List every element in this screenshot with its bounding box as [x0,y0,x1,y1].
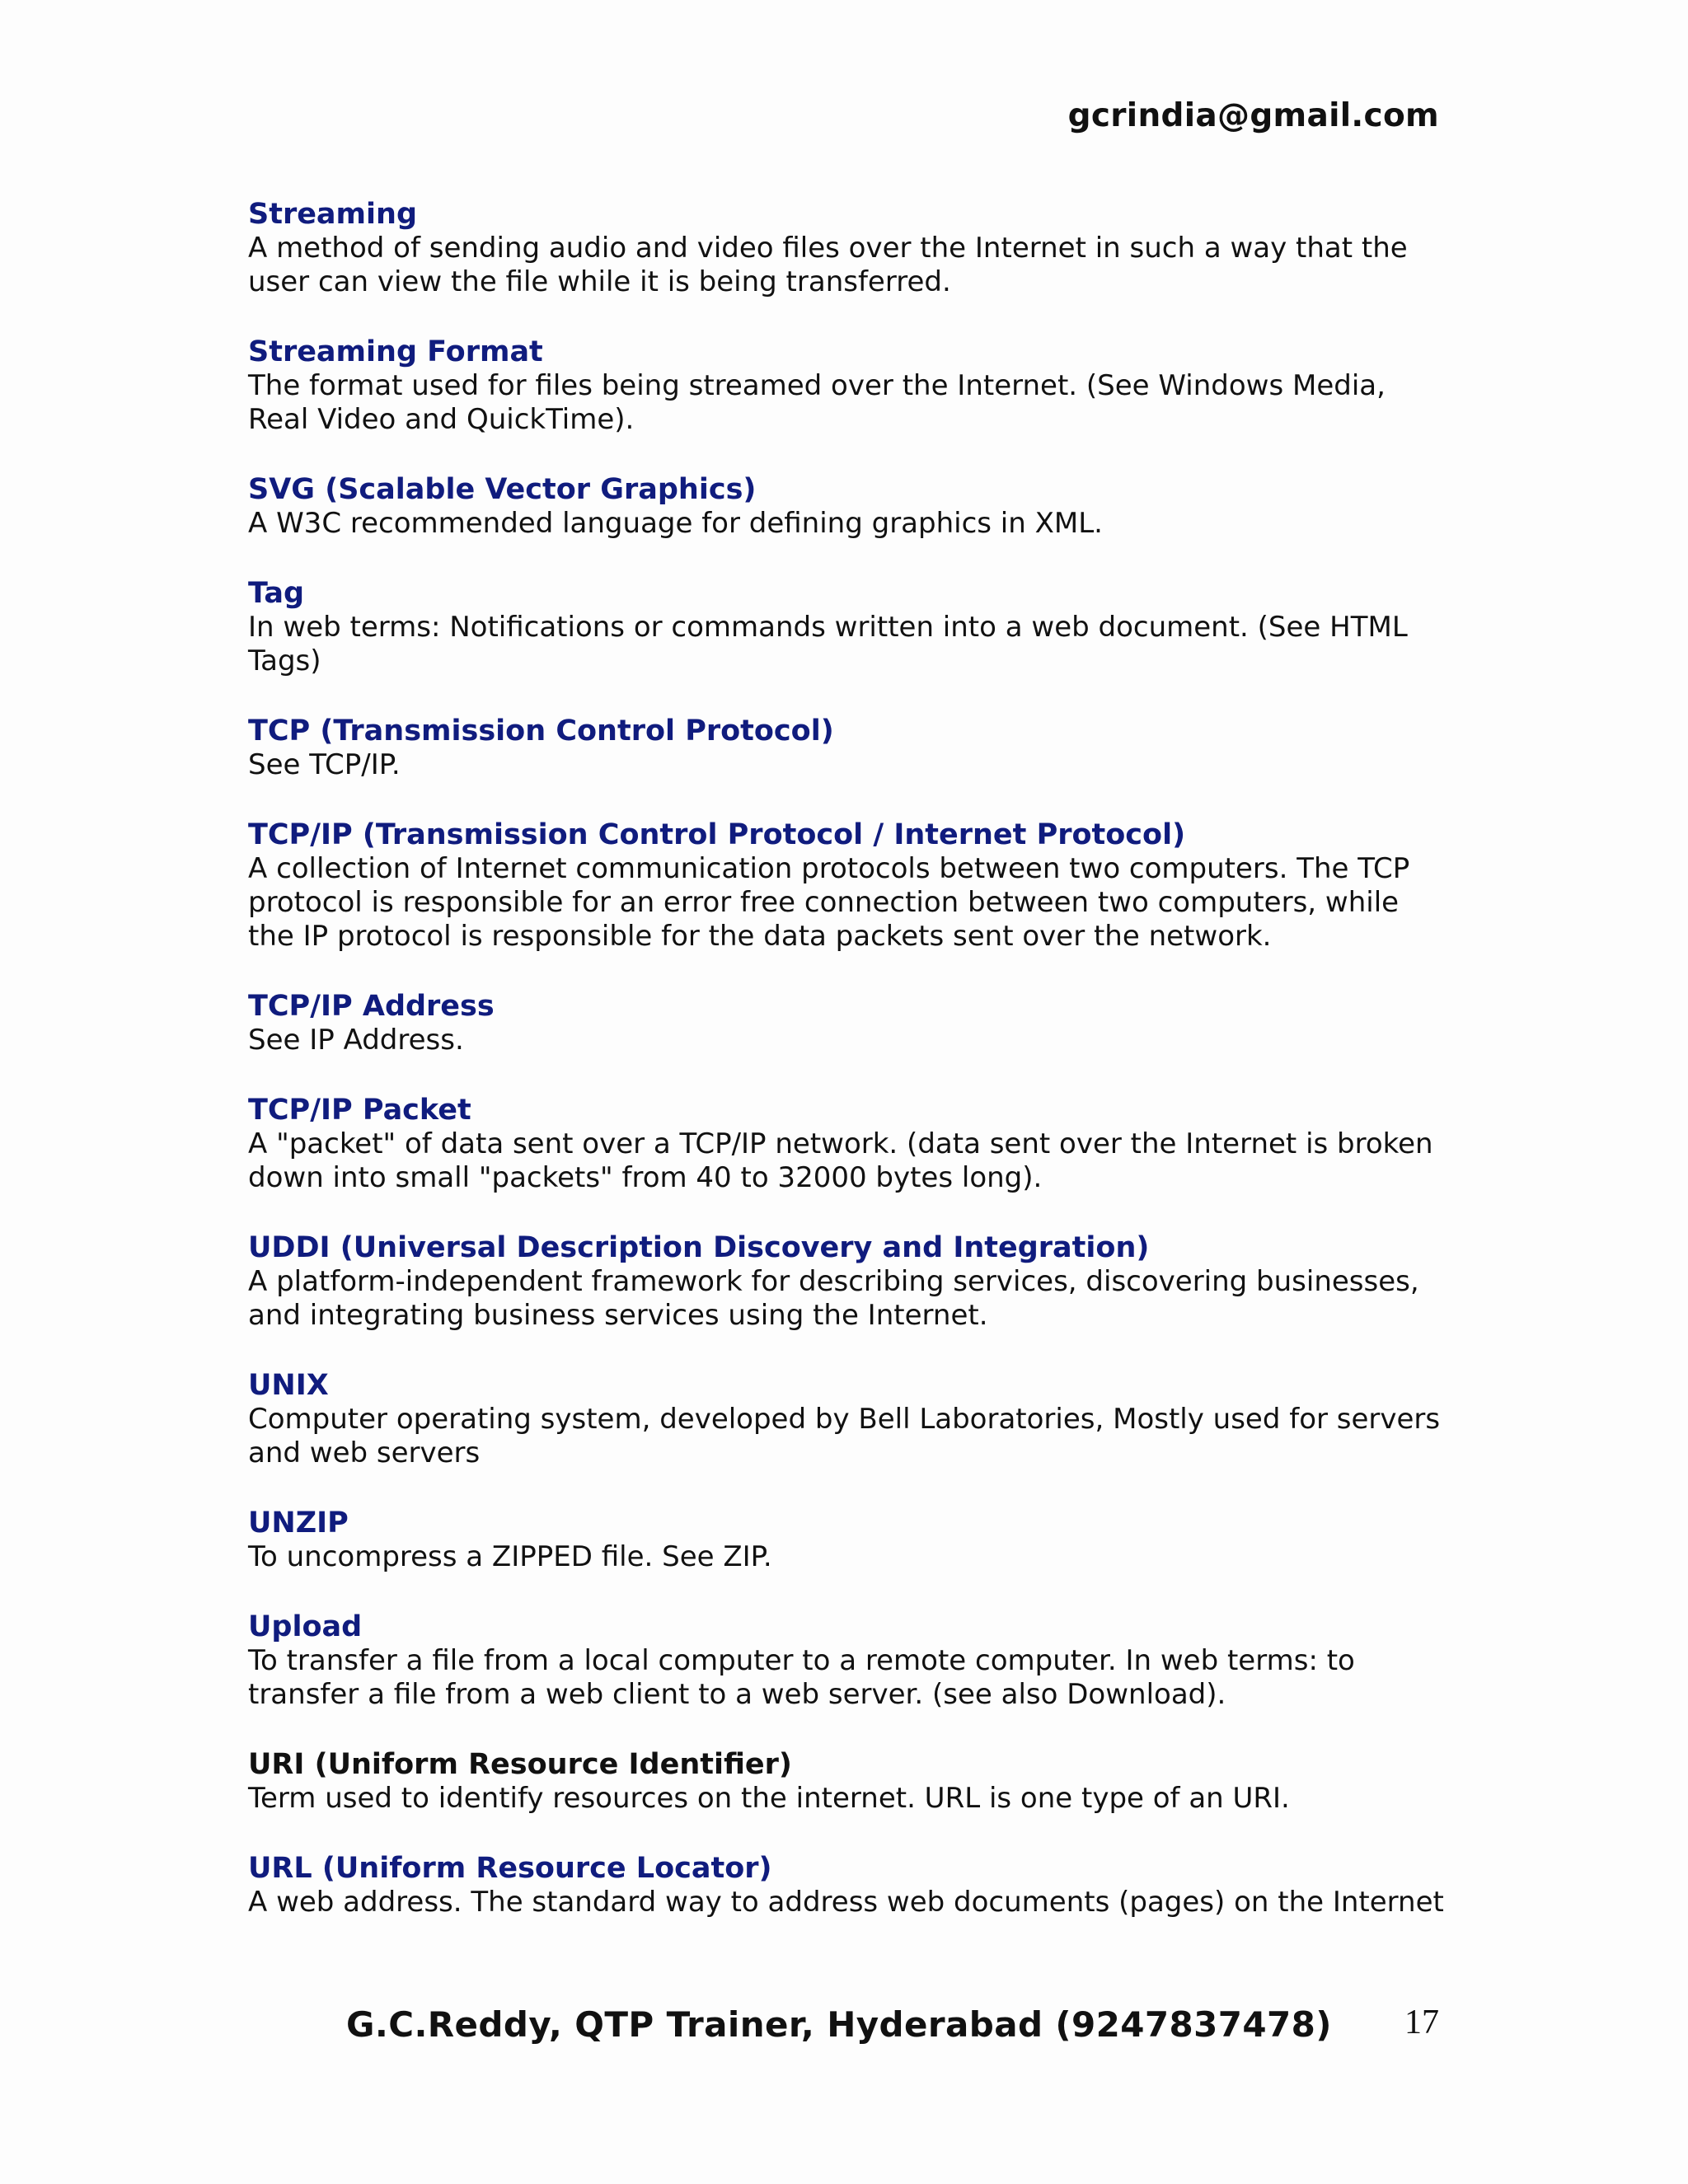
entry-term: TCP (Transmission Control Protocol) [248,715,834,748]
entry-term: Upload [248,1610,363,1643]
glossary-entry [248,715,1451,782]
entry-definition: A method of sending audio and video files over the Internet in such a way that the user can view the file while it is being transferred. [248,232,1408,298]
entry-term: Streaming [248,198,417,231]
entry-definition: See TCP/IP. [248,748,401,781]
entry-term: URL (Uniform Resource Locator) [248,1852,772,1885]
glossary-entry [248,990,1451,1057]
glossary [248,198,1451,1956]
page-number: 17 [1404,2004,1439,2041]
glossary-entry [248,1610,1451,1712]
entry-term: TCP/IP (Transmission Control Protocol / Internet Protocol) [248,818,1186,851]
entry-term: Tag [248,577,305,610]
entry-term: URI (Uniform Resource Identifier) [248,1748,792,1781]
glossary-entry [248,1369,1451,1470]
glossary-entry [248,473,1451,541]
entry-term: TCP/IP Packet [248,1094,471,1127]
entry-term: TCP/IP Address [248,990,495,1023]
glossary-entry [248,1507,1451,1574]
glossary-entry [248,1094,1451,1195]
entry-term: UDDI (Universal Description Discovery and Integration) [248,1231,1150,1264]
entry-definition: Computer operating system, developed by Bell Laboratories, Mostly used for servers and web servers [248,1403,1441,1469]
entry-term: UNZIP [248,1507,349,1540]
glossary-entry [248,1748,1451,1816]
glossary-entry [248,1852,1451,1919]
glossary-entry [248,198,1451,299]
glossary-entry [248,818,1451,954]
entry-term: UNIX [248,1369,329,1402]
entry-definition: A "packet" of data sent over a TCP/IP network. (data sent over the Internet is broken down into small "packets" from 40 to 32000 bytes long). [248,1127,1433,1194]
glossary-entry [248,577,1451,678]
entry-term: SVG (Scalable Vector Graphics) [248,473,757,506]
entry-definition: A collection of Internet communication protocols between two computers. The TCP protocol is responsible for an error free connection between two computers, while the IP protocol is responsible for the data packets sent over the network. [248,852,1410,953]
entry-definition: A W3C recommended language for defining graphics in XML. [248,507,1103,540]
entry-definition: See IP Address. [248,1024,464,1057]
entry-definition: To transfer a file from a local computer to a remote computer. In web terms: to transfer a file from a web client to a web server. (see also Download). [248,1644,1355,1711]
footer-author: G.C.Reddy, QTP Trainer, Hyderabad (9247837478) [346,2004,1332,2045]
header-email: gcrindia@gmail.com [1067,97,1439,134]
glossary-entry [248,1231,1451,1333]
entry-term: Streaming Format [248,335,543,368]
entry-definition: In web terms: Notifications or commands written into a web document. (See HTML Tags) [248,611,1408,677]
glossary-entry [248,335,1451,437]
entry-definition: The format used for files being streamed over the Internet. (See Windows Media, Real Video and QuickTime). [248,369,1386,436]
entry-definition: A platform-independent framework for describing services, discovering businesses, and integrating business services using the Internet. [248,1265,1419,1332]
entry-definition: A web address. The standard way to address web documents (pages) on the Internet [248,1886,1444,1919]
entry-definition: To uncompress a ZIPPED file. See ZIP. [248,1540,772,1573]
entry-definition: Term used to identify resources on the internet. URL is one type of an URI. [248,1782,1290,1815]
